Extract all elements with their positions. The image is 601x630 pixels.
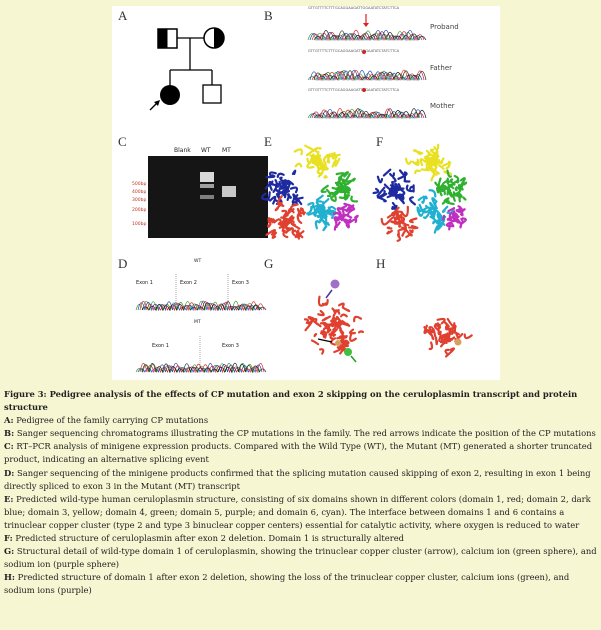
sibling-symbol <box>203 85 221 103</box>
d-mt-exon3: Exon 3 <box>222 343 239 349</box>
proband-label: Proband <box>430 23 459 31</box>
panel-label-f: F <box>376 134 384 149</box>
panel-a-pedigree <box>150 28 224 110</box>
sodium-arrow <box>326 290 332 298</box>
figure-caption <box>4 388 598 598</box>
lane-wt: WT <box>201 147 211 154</box>
ladder-300: 300bp <box>132 198 147 203</box>
mother-half-fill <box>214 28 224 48</box>
wt-band-lower <box>200 195 214 199</box>
calcium-ion-sphere <box>344 348 352 356</box>
lane-mt: MT <box>222 147 231 154</box>
mt-band <box>222 186 236 197</box>
ladder-100: 100bp <box>132 222 147 227</box>
copper-arrow <box>318 339 332 342</box>
d-wt-exon2: Exon 2 <box>180 280 197 286</box>
caption-item-a: A: Pedigree of the family carrying CP mutations <box>4 415 209 426</box>
panel-c-gel <box>148 156 268 238</box>
panel-label-a: A <box>118 8 128 23</box>
seq-father: GTTGTTTTCTTTGCAGGAAGATTGGAATATCTATCTTCA <box>308 49 400 53</box>
sodium-ion-sphere <box>331 280 340 289</box>
panel-label-c: C <box>118 134 127 149</box>
ladder-200: 200bp <box>132 208 147 213</box>
seq-mother: GTTGTTTTCTTTGCAGGAAGATTGGAATATCTATCTTCA <box>308 88 400 92</box>
d-wt-exon3: Exon 3 <box>232 280 249 286</box>
ladder-400: 400bp <box>132 190 147 195</box>
figure-panel <box>112 6 500 380</box>
d-wt-exon1: Exon 1 <box>136 280 153 286</box>
wt-band-upper <box>200 172 214 182</box>
wt-band-middle <box>200 184 214 188</box>
panel-label-e: E <box>264 134 272 149</box>
d-mt-exon1: Exon 1 <box>152 343 169 349</box>
d-wt-label: WT <box>194 259 202 264</box>
d-mt-label: MT <box>194 320 201 325</box>
panel-f-structure <box>374 145 466 241</box>
ladder-500: 500bp <box>132 182 147 187</box>
caption-title: Figure 3: Pedigree analysis of the effects of CP mutation and exon 2 skipping on the ceruloplasmin transcript and protein structure <box>4 389 578 413</box>
caption-item-f: F: Predicted structure of ceruloplasmin after exon 2 deletion. Domain 1 is structurally altered <box>4 533 405 544</box>
caption-item-g: G: Structural detail of wild-type domain 1 of ceruloplasmin, showing the trinuclear copper cluster (arrow), calcium ion (green sphere), and sodium ion (purple sphere) <box>4 546 597 570</box>
figure-svg <box>112 6 500 380</box>
panel-d-chromatograms <box>134 261 266 377</box>
caption-item-d: D: Sanger sequencing of the minigene products confirmed that the splicing mutation caused skipping of exon 2, resulting in exon 1 being directly spliced to exon 3 in the Mutant (MT) transcript <box>4 467 591 491</box>
residual-sphere <box>455 339 462 346</box>
panel-label-d: D <box>118 256 128 271</box>
caption-item-b: B: Sanger sequencing chromatograms illustrating the CP mutations in the family. The red arrows indicate the position of the CP mutations <box>4 428 596 439</box>
caption-item-c: C: RT–PCR analysis of minigene expression products. Compared with the Wild Type (WT), the Mutant (MT) generated a shorter truncated product, indicating an alternative splicing event <box>4 441 593 465</box>
panel-g-domain1 <box>305 280 363 363</box>
caption-item-h: H: Predicted structure of domain 1 after exon 2 deletion, showing the loss of the trinuclear copper cluster, calcium ions (green), and sodium ions (purple) <box>4 572 570 596</box>
seq-proband: GTTGTTTTCTTTGCAGGAAGATTGGAATATCTATCTTCA <box>308 6 400 10</box>
panel-label-h: H <box>376 256 386 271</box>
lane-blank: Blank <box>174 147 191 154</box>
caption-item-e: E: Predicted wild-type human ceruloplasmin structure, consisting of six domains shown in different colors (domain 1, red; domain 2, dark blue; domain 3, yellow; domain 4, green; domain 5, purple; and domain 6, cyan). The interface between domains 1 and 6 contains a trinuclear copper cluster (type 2 and type 3 binuclear copper centers) essential for catalytic activity, where oxygen is reduced to water <box>4 493 591 530</box>
panel-h-domain1-deletion <box>424 319 471 356</box>
proband-symbol <box>160 85 180 105</box>
panel-label-g: G <box>264 256 274 271</box>
mother-label: Mother <box>430 102 455 110</box>
calcium-arrow <box>351 356 356 362</box>
copper-cluster <box>335 340 341 346</box>
father-label: Father <box>430 64 453 72</box>
panel-e-structure <box>262 146 358 239</box>
father-half-fill <box>158 29 168 48</box>
panel-label-b: B <box>264 8 273 23</box>
